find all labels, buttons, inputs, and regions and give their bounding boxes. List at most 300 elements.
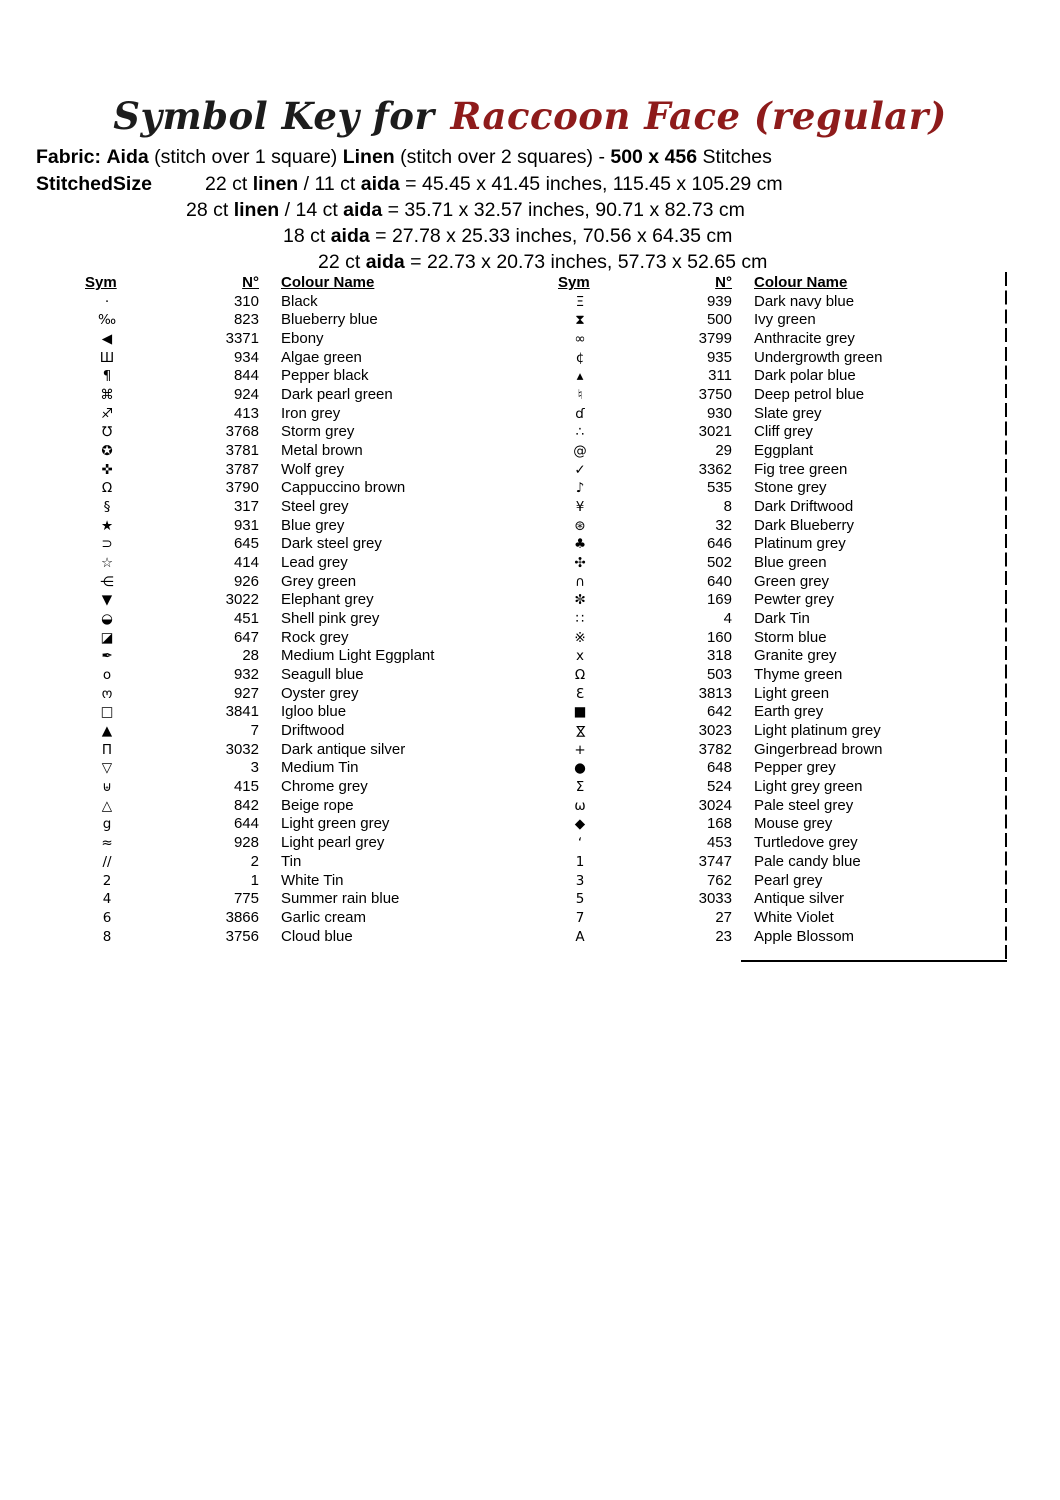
colour-name: Eggplant [754,442,814,460]
stitch-symbol: ✼ [574,592,586,609]
fabric-line [36,146,772,169]
stitch-symbol: A [575,928,585,945]
stitch-symbol: Ω [101,480,113,497]
key-row [85,386,434,405]
floss-number: 3787 [225,460,259,478]
floss-number: 535 [706,479,732,497]
colour-name: Light pearl grey [281,834,385,852]
stitch-symbol: o [102,667,112,684]
floss-number: 928 [233,834,259,852]
colour-name: Beige rope [281,796,354,814]
stitch-symbol: ⊃ [101,536,113,553]
floss-number: 3756 [225,927,259,945]
floss-number: 28 [242,647,259,665]
floss-number: 2 [250,852,259,870]
stitch-symbol: ▲ [101,723,113,740]
stitch-symbol: 5 [575,891,585,908]
colour-name: Granite grey [754,647,837,665]
header-sym: Sym [558,274,590,291]
stitch-symbol: ◀ [101,331,113,348]
header-colour-name: Colour Name [754,274,848,291]
key-row [558,498,882,517]
key-row [558,797,882,816]
stitch-symbol: △ [101,797,113,814]
page-title [0,94,1060,138]
text-segment: / 14 ct [279,199,344,221]
colour-name: Dark polar blue [754,367,856,385]
stitch-symbol: ▼ [101,592,113,609]
text-segment: = 35.71 x 32.57 inches, 90.71 x 82.73 cm [382,199,745,221]
colour-name: Grey green [281,572,357,590]
table-right-border-line [1005,272,1007,962]
floss-number: 3023 [698,722,732,740]
key-row [85,479,434,498]
text-segment: 22 ct [205,173,253,195]
key-row [558,890,882,909]
key-row [85,461,434,480]
text-segment: 18 ct [283,225,331,247]
colour-name: Igloo blue [281,703,347,721]
key-row [558,423,882,442]
key-row [85,367,434,386]
key-row [558,872,882,891]
floss-number: 502 [706,554,732,572]
key-row [85,442,434,461]
colour-name: Dark steel grey [281,535,382,553]
colour-name: Blueberry blue [281,311,378,329]
stitch-symbol: □ [100,704,114,721]
key-row [85,647,434,666]
floss-number: 762 [706,871,732,889]
stitch-symbol: ɗ [575,405,585,422]
colour-name: Cloud blue [281,927,353,945]
stitched-size-line [283,225,732,248]
key-row [558,629,882,648]
key-row [558,928,882,947]
colour-name: Pepper grey [754,759,836,777]
floss-number: 524 [706,778,732,796]
key-row [558,834,882,853]
stitch-symbol: ¢ [575,349,585,366]
stitch-symbol: ♮ [577,387,583,404]
colour-name: Medium Light Eggplant [281,647,435,665]
stitched-size-line [318,251,767,274]
stitch-symbol: 4 [102,891,112,908]
key-row [558,853,882,872]
stitch-symbol: ⌘ [100,387,114,404]
stitch-symbol: ო [101,685,113,702]
colour-name: Ebony [281,330,324,348]
key-row [558,778,882,797]
floss-number: 1 [250,871,259,889]
stitched-size-line [186,199,745,222]
key-row [558,815,882,834]
floss-number: 310 [233,292,259,310]
colour-name: Storm grey [281,423,355,441]
key-row [558,461,882,480]
stitch-symbol: // [102,853,112,870]
floss-number: 3781 [225,442,259,460]
floss-number: 3024 [698,796,732,814]
text-segment: = 45.45 x 41.45 inches, 115.45 x 105.29 cm [399,173,783,195]
key-table-header [85,274,434,293]
colour-name: Apple Blossom [754,927,855,945]
colour-name: Pearl grey [754,871,823,889]
stitch-symbol: Σ [575,779,585,796]
colour-name: White Violet [754,908,834,926]
colour-name: Dark antique silver [281,740,406,758]
colour-name: Light green grey [281,815,390,833]
stitch-symbol: 1 [575,853,585,870]
floss-number: 775 [233,890,259,908]
floss-number: 3747 [698,852,732,870]
colour-name: Medium Tin [281,759,359,777]
floss-number: 413 [233,404,259,422]
stitch-symbol: ∴ [575,424,585,441]
key-row [85,834,434,853]
table-bottom-border-line [741,960,1007,962]
colour-name: Light platinum grey [754,722,881,740]
stitch-symbol: Ξ [575,293,585,310]
floss-number: 842 [233,796,259,814]
floss-number: 939 [706,292,732,310]
floss-number: 647 [233,628,259,646]
colour-name: Black [281,292,318,310]
colour-name: Seagull blue [281,666,364,684]
stitch-symbol: § [103,499,111,516]
floss-number: 927 [233,684,259,702]
colour-name: Earth grey [754,703,824,721]
colour-name: Dark Blueberry [754,516,855,534]
colour-name: Thyme green [754,666,843,684]
colour-name: Tin [281,852,302,870]
floss-number: 823 [233,311,259,329]
stitch-symbol: ◆ [574,816,586,833]
key-row [558,647,882,666]
colour-name: Deep petrol blue [754,386,865,404]
colour-name: Turtledove grey [754,834,858,852]
key-row [85,666,434,685]
floss-number: 3790 [225,479,259,497]
floss-number: 32 [715,516,732,534]
key-row [85,311,434,330]
key-row [558,666,882,685]
stitch-symbol: ♪ [575,480,585,497]
text-segment-bold: aida [330,225,370,247]
text-segment: (stitch over 1 square) [148,146,343,168]
key-row [85,293,434,312]
stitch-symbol: ∞ [574,331,586,348]
colour-name: Elephant grey [281,591,374,609]
stitch-symbol: @ [573,443,587,460]
stitch-symbol: ℧ [101,424,113,441]
colour-name: Slate grey [754,404,822,422]
text-segment: (stitch over 2 squares) - [394,146,611,168]
text-segment-bold: 500 x 456 [610,146,698,168]
stitch-symbol: x [576,648,584,665]
key-row [558,479,882,498]
stitch-symbol: ♐ [100,405,114,422]
colour-name: Dark Driftwood [754,498,854,516]
colour-name: Pepper black [281,367,369,385]
stitch-symbol: 2 [102,872,112,889]
stitch-symbol: ⋲ [100,573,114,590]
key-row [85,573,434,592]
text-segment-bold: linen [233,199,280,221]
floss-number: 500 [706,311,732,329]
floss-number: 935 [706,348,732,366]
stitch-symbol: ■ [573,704,587,721]
stitch-symbol: ● [574,760,586,777]
key-row [558,311,882,330]
colour-name: Dark Tin [754,610,810,628]
floss-number: 311 [708,367,732,385]
floss-number: 3021 [698,423,732,441]
key-row [558,741,882,760]
floss-number: 160 [706,628,732,646]
text-segment: Stitches [697,146,772,168]
floss-number: 644 [233,815,259,833]
floss-number: 844 [233,367,259,385]
floss-number: 453 [706,834,732,852]
key-row [85,815,434,834]
text-segment: / 11 ct [298,173,361,195]
key-row [558,386,882,405]
colour-name: Ivy green [754,311,816,329]
floss-number: 168 [706,815,732,833]
floss-number: 646 [706,535,732,553]
stitch-symbol: · [104,293,110,310]
key-row [558,573,882,592]
text-segment-bold: aida [343,199,383,221]
key-row [85,890,434,909]
stitch-symbol: ▽ [101,760,113,777]
colour-name: Dark navy blue [754,292,855,310]
floss-number: 3033 [698,890,732,908]
floss-number: 414 [233,554,259,572]
floss-number: 648 [706,759,732,777]
stitch-symbol: ✒ [101,648,113,665]
key-row [558,517,882,536]
key-row [558,405,882,424]
floss-number: 3022 [225,591,259,609]
colour-name: Storm blue [754,628,827,646]
key-row [558,442,882,461]
stitch-symbol: + [574,741,586,758]
colour-name: Dark pearl green [281,386,393,404]
stitch-symbol: ω [574,797,586,814]
floss-number: 7 [250,722,259,740]
floss-number: 317 [233,498,259,516]
colour-name: Pewter grey [754,591,835,609]
stitch-symbol: ¥ [575,499,585,516]
floss-number: 3799 [698,330,732,348]
stitch-symbol: ※ [574,629,586,646]
floss-number: 3750 [698,386,732,404]
key-row [85,498,434,517]
stitch-symbol: ◪ [100,629,114,646]
stitch-symbol: 3 [575,872,585,889]
colour-name: Blue green [754,554,827,572]
stitch-symbol: ✜ [101,461,113,478]
floss-number: 29 [715,442,732,460]
stitch-symbol: ≈ [101,835,113,852]
stitch-symbol: ⊎ [102,779,112,796]
key-row [558,554,882,573]
key-row [85,517,434,536]
symbol-key-table-right [558,274,882,946]
stitch-symbol: ♣ [573,536,587,553]
floss-number: 3032 [225,740,259,758]
floss-number: 3371 [225,330,259,348]
stitch-symbol: ∷ [575,611,585,628]
colour-name: Cliff grey [754,423,813,441]
colour-name: Green grey [754,572,830,590]
key-row [558,722,882,741]
key-row [85,330,434,349]
key-row [85,797,434,816]
key-row [85,405,434,424]
symbol-key-table-left [85,274,434,946]
floss-number: 415 [233,778,259,796]
colour-name: Garlic cream [281,908,367,926]
floss-number: 645 [233,535,259,553]
key-table-header [558,274,882,293]
key-row [85,535,434,554]
stitch-symbol: ☆ [100,555,114,572]
key-row [558,535,882,554]
floss-number: 3362 [698,460,732,478]
stitch-symbol: ∩ [575,573,585,590]
key-row [85,685,434,704]
key-row [558,349,882,368]
floss-number: 27 [715,908,732,926]
stitch-symbol: ‰ [97,312,117,329]
floss-number: 3813 [698,684,732,702]
key-row [558,610,882,629]
colour-name: Anthracite grey [754,330,855,348]
text-segment-bold: aida [365,251,405,273]
key-row [85,722,434,741]
text-segment: 22 ct [318,251,366,273]
key-row [85,872,434,891]
stitch-symbol: Ш [99,349,115,366]
stitch-symbol: Ɛ [575,685,585,702]
colour-name: Undergrowth green [754,348,883,366]
colour-name: Chrome grey [281,778,368,796]
text-segment-bold: Linen [342,146,395,168]
key-row [85,610,434,629]
floss-number: 3841 [225,703,259,721]
colour-name: Pale steel grey [754,796,854,814]
text-segment: = 22.73 x 20.73 inches, 57.73 x 52.65 cm [404,251,768,273]
floss-number: 930 [706,404,732,422]
key-row [558,703,882,722]
colour-name: Metal brown [281,442,363,460]
header-sym: Sym [85,274,117,291]
header-number: N° [715,274,732,291]
floss-number: 503 [706,666,732,684]
colour-name: Light green [754,684,830,702]
colour-name: Wolf grey [281,460,345,478]
floss-number: 924 [233,386,259,404]
text-segment-bold: Fabric: [36,146,102,168]
stitch-symbol: ✣ [574,555,586,572]
key-row [85,629,434,648]
stitch-symbol: g [102,816,112,833]
colour-name: Summer rain blue [281,890,400,908]
colour-name: White Tin [281,871,344,889]
text-segment: 28 ct [186,199,234,221]
stitch-symbol: ʻ [577,835,583,852]
stitch-symbol: 7 [575,909,585,926]
floss-number: 23 [715,927,732,945]
floss-number: 4 [723,610,732,628]
colour-name: Fig tree green [754,460,848,478]
text-segment: = 27.78 x 25.33 inches, 70.56 x 64.35 cm [369,225,733,247]
key-row [85,741,434,760]
colour-name: Mouse grey [754,815,833,833]
header-number: N° [242,274,259,291]
stitched-size-label: StitchedSize [36,173,152,195]
stitch-symbol: ▴ [576,368,584,385]
page-title-prefix: Symbol Key for [113,94,435,138]
key-row [558,293,882,312]
stitch-symbol: ⊛ [574,517,586,534]
stitch-symbol: ✓ [574,461,586,478]
floss-number: 931 [233,516,259,534]
key-row [85,349,434,368]
colour-name: Iron grey [281,404,341,422]
key-row [85,778,434,797]
text-segment-bold: linen [252,173,299,195]
colour-name: Gingerbread brown [754,740,883,758]
colour-name: Pale candy blue [754,852,861,870]
key-row [85,928,434,947]
key-row [558,759,882,778]
colour-name: Stone grey [754,479,827,497]
text-segment-bold: aida [360,173,400,195]
colour-name: Oyster grey [281,684,359,702]
pattern-title-name: Raccoon Face (regular) [450,94,947,138]
floss-number: 926 [233,572,259,590]
stitch-symbol: ⧗ [575,312,585,329]
stitch-symbol: ✪ [101,443,113,460]
floss-number: 451 [233,610,259,628]
stitched-size-line [205,173,783,196]
key-row [85,591,434,610]
floss-number: 3 [250,759,259,777]
key-row [558,685,882,704]
colour-name: Antique silver [754,890,845,908]
stitch-symbol: 6 [102,909,112,926]
colour-name: Light grey green [754,778,863,796]
stitch-symbol: 8 [102,928,112,945]
key-row [558,909,882,928]
floss-number: 8 [723,498,732,516]
stitch-symbol: ◒ [101,611,113,628]
colour-name: Steel grey [281,498,349,516]
text-segment-bold: Aida [106,146,149,168]
colour-name: Shell pink grey [281,610,380,628]
floss-number: 318 [706,647,732,665]
key-row [85,554,434,573]
colour-name: Cappuccino brown [281,479,406,497]
key-row [85,703,434,722]
floss-number: 932 [233,666,259,684]
colour-name: Driftwood [281,722,345,740]
stitch-symbol: ★ [100,517,114,534]
